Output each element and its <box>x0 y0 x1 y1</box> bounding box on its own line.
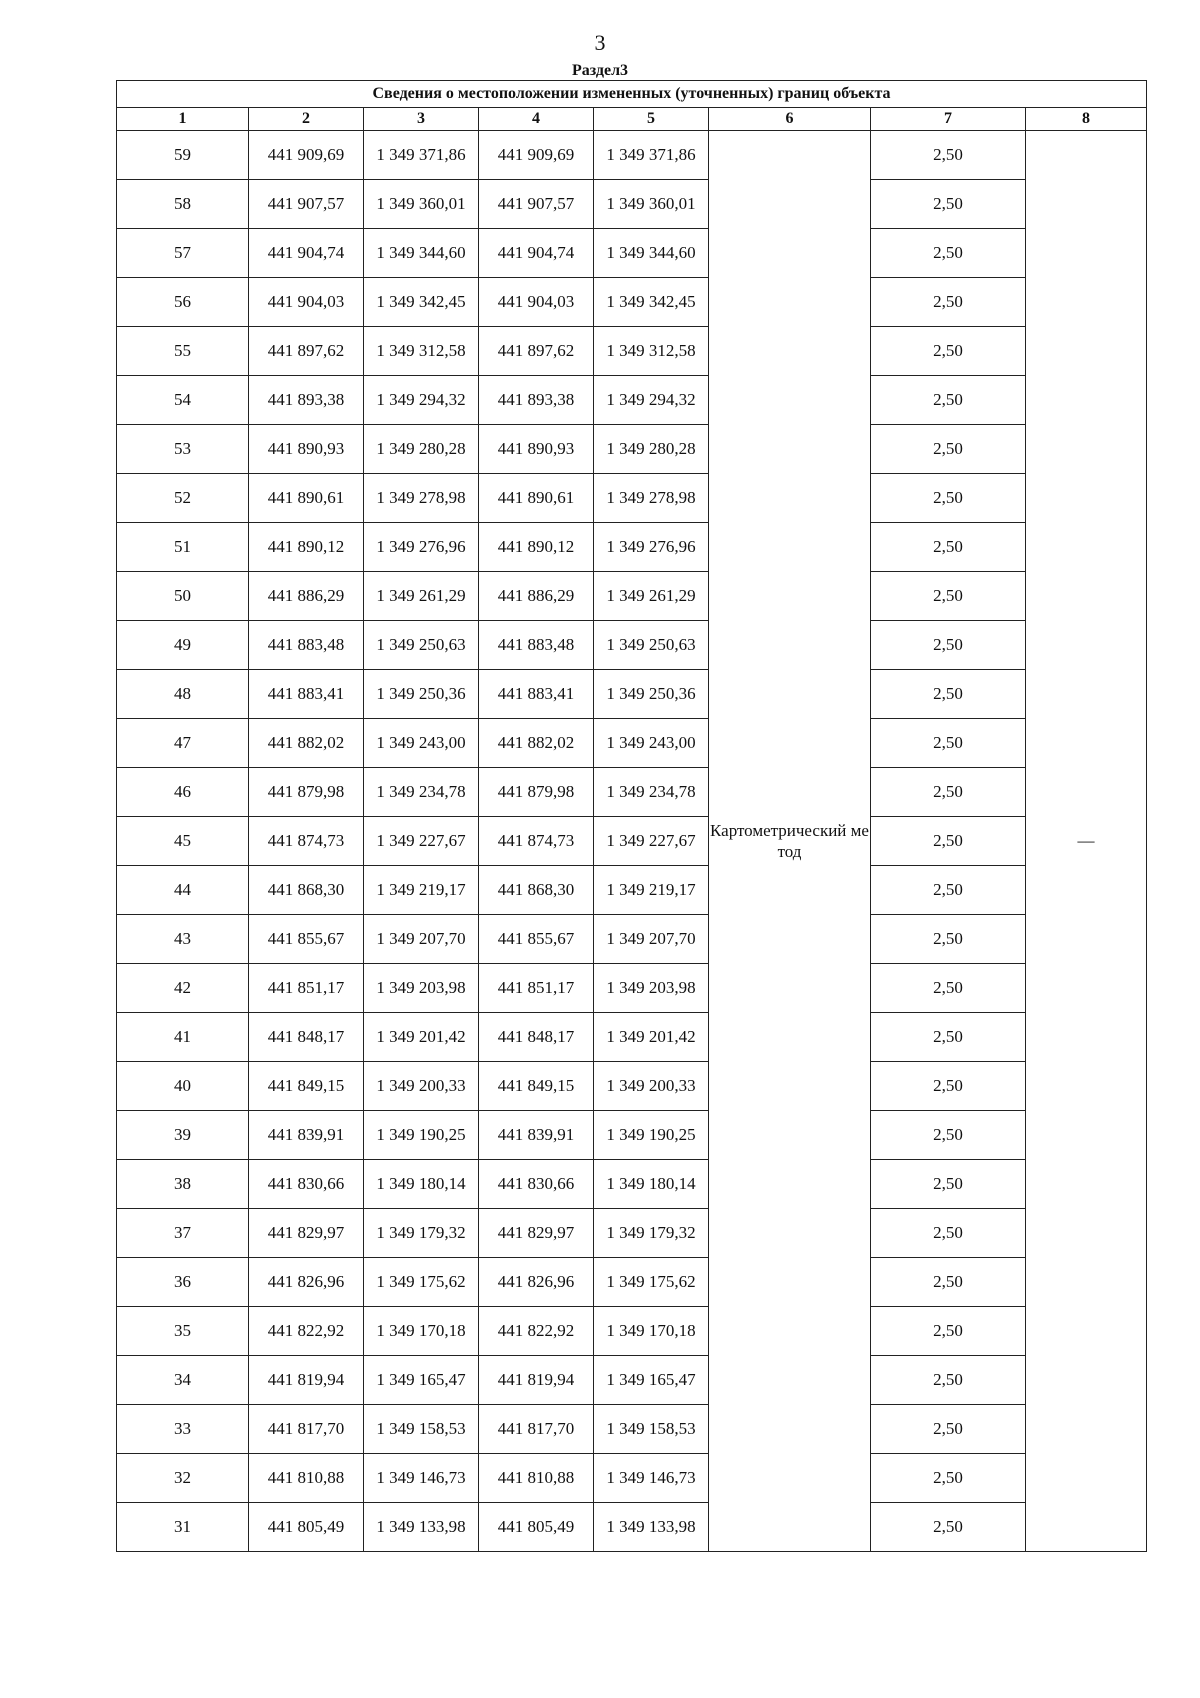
x-coordinate-old-cell: 441 874,73 <box>249 817 364 866</box>
y-coordinate-old-cell: 1 349 261,29 <box>364 572 479 621</box>
y-coordinate-old-cell: 1 349 133,98 <box>364 1503 479 1552</box>
y-coordinate-new-cell: 1 349 250,36 <box>594 670 709 719</box>
x-coordinate-new-cell: 441 839,91 <box>479 1111 594 1160</box>
table-row <box>117 1258 1147 1307</box>
accuracy-cell: 2,50 <box>871 474 1026 523</box>
y-coordinate-new-cell: 1 349 179,32 <box>594 1209 709 1258</box>
accuracy-cell: 2,50 <box>871 1258 1026 1307</box>
y-coordinate-old-cell: 1 349 278,98 <box>364 474 479 523</box>
x-coordinate-new-cell: 441 848,17 <box>479 1013 594 1062</box>
x-coordinate-new-cell: 441 890,12 <box>479 523 594 572</box>
y-coordinate-old-cell: 1 349 371,86 <box>364 131 479 180</box>
y-coordinate-new-cell: 1 349 344,60 <box>594 229 709 278</box>
accuracy-cell: 2,50 <box>871 1013 1026 1062</box>
table-row <box>117 278 1147 327</box>
section-title: Раздел3 <box>571 62 629 79</box>
x-coordinate-old-cell: 441 826,96 <box>249 1258 364 1307</box>
point-number-cell: 43 <box>117 915 249 964</box>
column-number-4: 4 <box>479 108 594 131</box>
y-coordinate-new-cell: 1 349 201,42 <box>594 1013 709 1062</box>
x-coordinate-old-cell: 441 819,94 <box>249 1356 364 1405</box>
y-coordinate-old-cell: 1 349 344,60 <box>364 229 479 278</box>
table-row <box>117 1454 1147 1503</box>
x-coordinate-old-cell: 441 810,88 <box>249 1454 364 1503</box>
x-coordinate-old-cell: 441 893,38 <box>249 376 364 425</box>
accuracy-cell: 2,50 <box>871 523 1026 572</box>
y-coordinate-new-cell: 1 349 158,53 <box>594 1405 709 1454</box>
x-coordinate-new-cell: 441 819,94 <box>479 1356 594 1405</box>
y-coordinate-new-cell: 1 349 200,33 <box>594 1062 709 1111</box>
table-row <box>117 817 1147 866</box>
point-number-cell: 53 <box>117 425 249 474</box>
column-number-8: 8 <box>1026 108 1147 131</box>
point-number-cell: 48 <box>117 670 249 719</box>
x-coordinate-new-cell: 441 897,62 <box>479 327 594 376</box>
x-coordinate-old-cell: 441 904,74 <box>249 229 364 278</box>
y-coordinate-new-cell: 1 349 190,25 <box>594 1111 709 1160</box>
point-number-cell: 35 <box>117 1307 249 1356</box>
y-coordinate-old-cell: 1 349 250,63 <box>364 621 479 670</box>
x-coordinate-new-cell: 441 829,97 <box>479 1209 594 1258</box>
y-coordinate-new-cell: 1 349 278,98 <box>594 474 709 523</box>
x-coordinate-old-cell: 441 839,91 <box>249 1111 364 1160</box>
table-row <box>117 1062 1147 1111</box>
y-coordinate-new-cell: 1 349 261,29 <box>594 572 709 621</box>
y-coordinate-new-cell: 1 349 243,00 <box>594 719 709 768</box>
x-coordinate-old-cell: 441 830,66 <box>249 1160 364 1209</box>
table-row <box>117 1405 1147 1454</box>
point-number-cell: 40 <box>117 1062 249 1111</box>
x-coordinate-new-cell: 441 855,67 <box>479 915 594 964</box>
x-coordinate-new-cell: 441 874,73 <box>479 817 594 866</box>
accuracy-cell: 2,50 <box>871 621 1026 670</box>
y-coordinate-old-cell: 1 349 342,45 <box>364 278 479 327</box>
x-coordinate-old-cell: 441 890,61 <box>249 474 364 523</box>
table-row <box>117 180 1147 229</box>
column-number-1: 1 <box>117 108 249 131</box>
column-number-6: 6 <box>709 108 871 131</box>
table-row <box>117 670 1147 719</box>
table-row <box>117 621 1147 670</box>
column-number-3: 3 <box>364 108 479 131</box>
y-coordinate-old-cell: 1 349 280,28 <box>364 425 479 474</box>
point-number-cell: 32 <box>117 1454 249 1503</box>
table-row <box>117 1307 1147 1356</box>
note-cell: — <box>1026 131 1147 1552</box>
y-coordinate-new-cell: 1 349 276,96 <box>594 523 709 572</box>
table-row <box>117 474 1147 523</box>
accuracy-cell: 2,50 <box>871 964 1026 1013</box>
y-coordinate-old-cell: 1 349 146,73 <box>364 1454 479 1503</box>
point-number-cell: 39 <box>117 1111 249 1160</box>
y-coordinate-new-cell: 1 349 360,01 <box>594 180 709 229</box>
point-number-cell: 31 <box>117 1503 249 1552</box>
accuracy-cell: 2,50 <box>871 278 1026 327</box>
x-coordinate-old-cell: 441 882,02 <box>249 719 364 768</box>
x-coordinate-new-cell: 441 883,48 <box>479 621 594 670</box>
y-coordinate-old-cell: 1 349 227,67 <box>364 817 479 866</box>
table-row <box>117 572 1147 621</box>
x-coordinate-new-cell: 441 907,57 <box>479 180 594 229</box>
y-coordinate-old-cell: 1 349 190,25 <box>364 1111 479 1160</box>
y-coordinate-old-cell: 1 349 276,96 <box>364 523 479 572</box>
point-number-cell: 59 <box>117 131 249 180</box>
x-coordinate-old-cell: 441 868,30 <box>249 866 364 915</box>
table-caption-row <box>117 81 1147 108</box>
table-row <box>117 131 1147 180</box>
x-coordinate-old-cell: 441 822,92 <box>249 1307 364 1356</box>
accuracy-cell: 2,50 <box>871 572 1026 621</box>
accuracy-cell: 2,50 <box>871 229 1026 278</box>
table-row <box>117 768 1147 817</box>
y-coordinate-new-cell: 1 349 342,45 <box>594 278 709 327</box>
point-number-cell: 45 <box>117 817 249 866</box>
table-row <box>117 915 1147 964</box>
column-number-7: 7 <box>871 108 1026 131</box>
y-coordinate-old-cell: 1 349 219,17 <box>364 866 479 915</box>
x-coordinate-new-cell: 441 886,29 <box>479 572 594 621</box>
y-coordinate-old-cell: 1 349 200,33 <box>364 1062 479 1111</box>
x-coordinate-old-cell: 441 883,41 <box>249 670 364 719</box>
page-number: 3 <box>594 30 606 55</box>
point-number-cell: 49 <box>117 621 249 670</box>
x-coordinate-old-cell: 441 848,17 <box>249 1013 364 1062</box>
method-cell: Картометрический метод <box>709 131 871 1552</box>
table-row <box>117 1111 1147 1160</box>
x-coordinate-new-cell: 441 883,41 <box>479 670 594 719</box>
point-number-cell: 46 <box>117 768 249 817</box>
x-coordinate-new-cell: 441 909,69 <box>479 131 594 180</box>
accuracy-cell: 2,50 <box>871 1356 1026 1405</box>
accuracy-cell: 2,50 <box>871 1405 1026 1454</box>
point-number-cell: 38 <box>117 1160 249 1209</box>
y-coordinate-old-cell: 1 349 312,58 <box>364 327 479 376</box>
y-coordinate-new-cell: 1 349 371,86 <box>594 131 709 180</box>
x-coordinate-old-cell: 441 805,49 <box>249 1503 364 1552</box>
y-coordinate-old-cell: 1 349 294,32 <box>364 376 479 425</box>
y-coordinate-old-cell: 1 349 170,18 <box>364 1307 479 1356</box>
table-row <box>117 1503 1147 1552</box>
accuracy-cell: 2,50 <box>871 1503 1026 1552</box>
y-coordinate-new-cell: 1 349 170,18 <box>594 1307 709 1356</box>
table-row <box>117 1013 1147 1062</box>
column-number-5: 5 <box>594 108 709 131</box>
table-body <box>117 131 1147 1552</box>
x-coordinate-old-cell: 441 897,62 <box>249 327 364 376</box>
x-coordinate-old-cell: 441 879,98 <box>249 768 364 817</box>
y-coordinate-old-cell: 1 349 243,00 <box>364 719 479 768</box>
column-number-2: 2 <box>249 108 364 131</box>
x-coordinate-new-cell: 441 893,38 <box>479 376 594 425</box>
y-coordinate-new-cell: 1 349 175,62 <box>594 1258 709 1307</box>
x-coordinate-new-cell: 441 890,93 <box>479 425 594 474</box>
y-coordinate-old-cell: 1 349 180,14 <box>364 1160 479 1209</box>
y-coordinate-new-cell: 1 349 294,32 <box>594 376 709 425</box>
x-coordinate-new-cell: 441 817,70 <box>479 1405 594 1454</box>
accuracy-cell: 2,50 <box>871 817 1026 866</box>
y-coordinate-new-cell: 1 349 280,28 <box>594 425 709 474</box>
accuracy-cell: 2,50 <box>871 1062 1026 1111</box>
y-coordinate-old-cell: 1 349 203,98 <box>364 964 479 1013</box>
table-row <box>117 327 1147 376</box>
accuracy-cell: 2,50 <box>871 1307 1026 1356</box>
x-coordinate-old-cell: 441 855,67 <box>249 915 364 964</box>
x-coordinate-old-cell: 441 817,70 <box>249 1405 364 1454</box>
x-coordinate-old-cell: 441 890,93 <box>249 425 364 474</box>
y-coordinate-new-cell: 1 349 312,58 <box>594 327 709 376</box>
point-number-cell: 44 <box>117 866 249 915</box>
y-coordinate-old-cell: 1 349 165,47 <box>364 1356 479 1405</box>
table-row <box>117 1356 1147 1405</box>
y-coordinate-new-cell: 1 349 234,78 <box>594 768 709 817</box>
accuracy-cell: 2,50 <box>871 327 1026 376</box>
x-coordinate-new-cell: 441 890,61 <box>479 474 594 523</box>
x-coordinate-new-cell: 441 879,98 <box>479 768 594 817</box>
x-coordinate-new-cell: 441 882,02 <box>479 719 594 768</box>
table-row <box>117 866 1147 915</box>
point-number-cell: 56 <box>117 278 249 327</box>
point-number-cell: 54 <box>117 376 249 425</box>
table-row <box>117 1160 1147 1209</box>
accuracy-cell: 2,50 <box>871 425 1026 474</box>
x-coordinate-old-cell: 441 883,48 <box>249 621 364 670</box>
point-number-cell: 37 <box>117 1209 249 1258</box>
table-row <box>117 523 1147 572</box>
point-number-cell: 57 <box>117 229 249 278</box>
accuracy-cell: 2,50 <box>871 866 1026 915</box>
y-coordinate-old-cell: 1 349 201,42 <box>364 1013 479 1062</box>
x-coordinate-new-cell: 441 904,74 <box>479 229 594 278</box>
point-number-cell: 52 <box>117 474 249 523</box>
accuracy-cell: 2,50 <box>871 915 1026 964</box>
column-number-row <box>117 108 1147 131</box>
y-coordinate-old-cell: 1 349 360,01 <box>364 180 479 229</box>
y-coordinate-old-cell: 1 349 158,53 <box>364 1405 479 1454</box>
y-coordinate-new-cell: 1 349 146,73 <box>594 1454 709 1503</box>
x-coordinate-old-cell: 441 907,57 <box>249 180 364 229</box>
x-coordinate-old-cell: 441 851,17 <box>249 964 364 1013</box>
accuracy-cell: 2,50 <box>871 1111 1026 1160</box>
accuracy-cell: 2,50 <box>871 376 1026 425</box>
y-coordinate-old-cell: 1 349 207,70 <box>364 915 479 964</box>
accuracy-cell: 2,50 <box>871 1160 1026 1209</box>
x-coordinate-new-cell: 441 904,03 <box>479 278 594 327</box>
x-coordinate-new-cell: 441 830,66 <box>479 1160 594 1209</box>
accuracy-cell: 2,50 <box>871 1209 1026 1258</box>
y-coordinate-new-cell: 1 349 180,14 <box>594 1160 709 1209</box>
accuracy-cell: 2,50 <box>871 768 1026 817</box>
x-coordinate-new-cell: 441 810,88 <box>479 1454 594 1503</box>
accuracy-cell: 2,50 <box>871 180 1026 229</box>
point-number-cell: 58 <box>117 180 249 229</box>
x-coordinate-old-cell: 441 829,97 <box>249 1209 364 1258</box>
y-coordinate-new-cell: 1 349 219,17 <box>594 866 709 915</box>
accuracy-cell: 2,50 <box>871 670 1026 719</box>
accuracy-cell: 2,50 <box>871 1454 1026 1503</box>
point-number-cell: 55 <box>117 327 249 376</box>
x-coordinate-old-cell: 441 904,03 <box>249 278 364 327</box>
y-coordinate-old-cell: 1 349 250,36 <box>364 670 479 719</box>
y-coordinate-old-cell: 1 349 179,32 <box>364 1209 479 1258</box>
point-number-cell: 42 <box>117 964 249 1013</box>
x-coordinate-new-cell: 441 805,49 <box>479 1503 594 1552</box>
point-number-cell: 33 <box>117 1405 249 1454</box>
coordinates-table <box>116 80 1147 1552</box>
table-row <box>117 229 1147 278</box>
x-coordinate-new-cell: 441 826,96 <box>479 1258 594 1307</box>
x-coordinate-new-cell: 441 822,92 <box>479 1307 594 1356</box>
table-row <box>117 1209 1147 1258</box>
y-coordinate-new-cell: 1 349 250,63 <box>594 621 709 670</box>
point-number-cell: 47 <box>117 719 249 768</box>
table-row <box>117 425 1147 474</box>
accuracy-cell: 2,50 <box>871 719 1026 768</box>
x-coordinate-old-cell: 441 890,12 <box>249 523 364 572</box>
table-row <box>117 964 1147 1013</box>
x-coordinate-new-cell: 441 849,15 <box>479 1062 594 1111</box>
table-caption: Сведения о местоположении измененных (уточненных) границ объекта <box>117 81 1147 108</box>
x-coordinate-old-cell: 441 849,15 <box>249 1062 364 1111</box>
y-coordinate-new-cell: 1 349 203,98 <box>594 964 709 1013</box>
point-number-cell: 50 <box>117 572 249 621</box>
y-coordinate-new-cell: 1 349 227,67 <box>594 817 709 866</box>
x-coordinate-new-cell: 441 868,30 <box>479 866 594 915</box>
y-coordinate-old-cell: 1 349 175,62 <box>364 1258 479 1307</box>
x-coordinate-old-cell: 441 886,29 <box>249 572 364 621</box>
point-number-cell: 34 <box>117 1356 249 1405</box>
table-row <box>117 719 1147 768</box>
y-coordinate-new-cell: 1 349 207,70 <box>594 915 709 964</box>
point-number-cell: 51 <box>117 523 249 572</box>
y-coordinate-new-cell: 1 349 133,98 <box>594 1503 709 1552</box>
table-row <box>117 376 1147 425</box>
x-coordinate-old-cell: 441 909,69 <box>249 131 364 180</box>
y-coordinate-new-cell: 1 349 165,47 <box>594 1356 709 1405</box>
point-number-cell: 36 <box>117 1258 249 1307</box>
x-coordinate-new-cell: 441 851,17 <box>479 964 594 1013</box>
point-number-cell: 41 <box>117 1013 249 1062</box>
accuracy-cell: 2,50 <box>871 131 1026 180</box>
y-coordinate-old-cell: 1 349 234,78 <box>364 768 479 817</box>
